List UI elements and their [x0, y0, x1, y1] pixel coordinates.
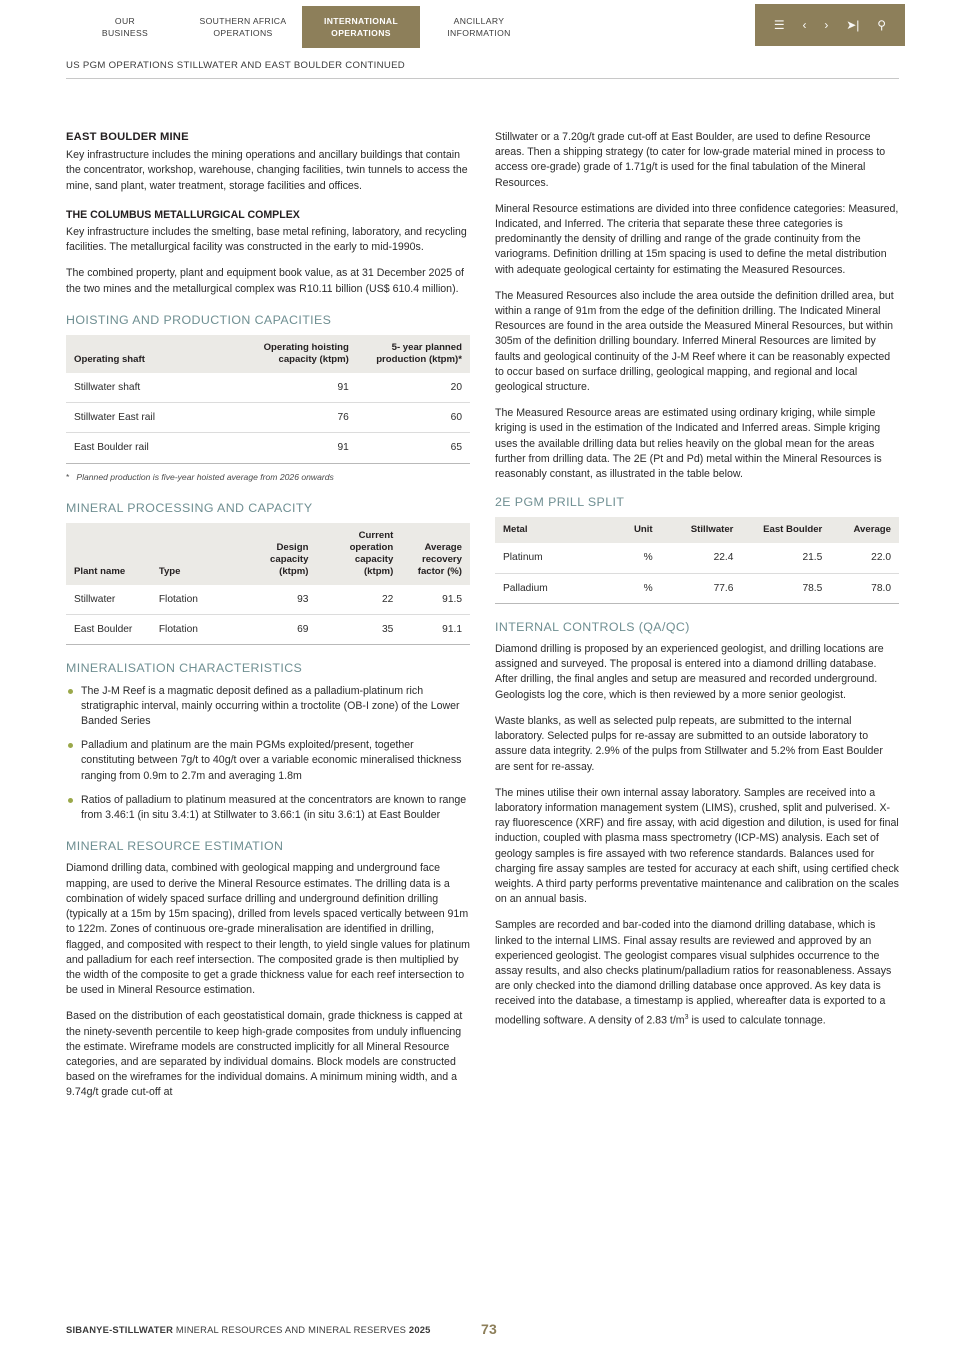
table-row	[66, 373, 470, 403]
column-header-current-operation-capacity: Current operation capacity (ktpm)	[316, 523, 401, 585]
right-paragraph-2: Mineral Resource estimations are divided into three confidence categories: Measured, Indicated, and Inferred. The criteria that separate these three categories is predominantly the density of drilling and range of the grade continuity from the variograms. Definition drilling at 15m spacing is used to define the metal distribution with adequate geological certainty for estimating the Measured Resources.	[495, 202, 899, 276]
list-item: The J-M Reef is a magmatic deposit defined as a palladium-platinum rich stratigraphic interval, mainly occurring within a troctolite (OB-I zone) of the Lower Banded Series	[66, 684, 470, 730]
cell-type: Flotation	[151, 615, 236, 645]
cell-design-capacity: 93	[236, 585, 317, 615]
cell-current-capacity: 35	[316, 615, 401, 645]
footnote-marker: *	[66, 471, 70, 482]
column-header-design-capacity: Design capacity (ktpm)	[236, 523, 317, 585]
cell-plant-name: Stillwater	[66, 585, 151, 615]
cell-planned-production: 20	[357, 373, 470, 403]
cell-unit: %	[600, 543, 661, 573]
list-item: Ratios of palladium to platinum measured at the concentrators are known to range from 3.46:1 (in situ 3.4:1) at Stillwater to 3.66:1 (in situ 3.6:1) at East Boulder	[66, 793, 470, 823]
nav-tab-line2: OPERATIONS	[213, 28, 273, 38]
qaqc-paragraph-1: Diamond drilling is proposed by an experienced geologist, and drilling locations are assigned and surveyed. The proposal is entered into a diamond drilling database. After drilling, the final angles and setup are measured and recorded underground. Geologists log the core, which is then reviewed by a more senior geologist.	[495, 643, 884, 701]
nav-tab-international-operations[interactable]	[302, 6, 420, 48]
hoisting-capacities-table	[66, 335, 470, 464]
footer-brand: SIBANYE-STILLWATER	[66, 1324, 174, 1335]
column-header-type: Type	[151, 523, 236, 585]
header-divider	[66, 78, 899, 79]
nav-tab-line1: ANCILLARY	[453, 16, 505, 26]
column-header-stillwater: Stillwater	[661, 517, 742, 543]
mineral-resource-estimation-title: MINERAL RESOURCE ESTIMATION	[66, 839, 284, 854]
columbus-complex-heading: THE COLUMBUS METALLURGICAL COMPLEX	[66, 208, 300, 221]
qaqc-paragraph-2: Waste blanks, as well as selected pulp repeats, are submitted to the internal laboratory. Selected pulps for re-assay are submitted to an outside laboratory to assure data integrity. 2.9% of the pulps from Stillwater and 5.2% from East Boulder are sent for re-assay.	[495, 714, 883, 773]
table-row	[495, 573, 899, 603]
column-header-operating-hoisting-capacity: Operating hoisting capacity (ktpm)	[244, 335, 357, 373]
table-header-row	[495, 517, 899, 543]
nav-tab-line1: SOUTHERN AFRICA	[199, 16, 287, 26]
exit-icon[interactable]: ➤|	[846, 18, 860, 32]
qaqc-paragraph-4-tail: is used to calculate tonnage.	[688, 1014, 826, 1027]
table-row	[66, 433, 470, 463]
column-header-plant-name: Plant name	[66, 523, 151, 585]
nav-tab-line2: OPERATIONS	[331, 28, 391, 38]
right-column	[495, 130, 899, 1039]
table-header-row	[66, 523, 470, 585]
search-icon[interactable]: ⚲	[877, 18, 887, 32]
hoisting-capacities-title: HOISTING AND PRODUCTION CAPACITIES	[66, 312, 332, 327]
book-value-body: The combined property, plant and equipment book value, as at 31 December 2025 of the two mines and the metallurgical complex was R10.11 billion (US$ 610.4 million).	[66, 267, 464, 295]
cell-stillwater: 77.6	[661, 573, 742, 603]
cell-current-capacity: 22	[316, 585, 401, 615]
column-header-unit: Unit	[600, 517, 661, 543]
cell-unit: %	[600, 573, 661, 603]
cell-plant-name: East Boulder	[66, 615, 151, 645]
column-header-east-boulder: East Boulder	[741, 517, 830, 543]
hoisting-table-footnote	[66, 470, 470, 485]
east-boulder-mine-body: Key infrastructure includes the mining operations and ancillary buildings that contain the concentrator, workshop, warehouse, changing facilities, twin tunnels to access the mine, sand plant, water treatment, storage facilities and offices.	[66, 149, 468, 192]
columbus-complex-body: Key infrastructure includes the smelting, base metal refining, laboratory, and recycling facilities. The metallurgical facility was constructed in the early to mid-1990s.	[66, 226, 467, 254]
cell-shaft-name: Stillwater East rail	[66, 403, 244, 433]
column-header-metal: Metal	[495, 517, 600, 543]
cell-stillwater: 22.4	[661, 543, 742, 573]
prill-split-title: 2E PGM PRILL SPLIT	[495, 495, 625, 510]
cell-metal: Platinum	[495, 543, 600, 573]
list-item: Palladium and platinum are the main PGMs exploited/present, together constituting between 7g/t to 40g/t over a variable economic mineralised thickness ranging from 0.9m to 2.7m and averaging 1.8m	[66, 738, 470, 784]
cell-hoisting-capacity: 76	[244, 403, 357, 433]
column-header-planned-production: 5- year planned production (ktpm)*	[357, 335, 470, 373]
right-paragraph-3: The Measured Resources also include the area outside the definition drilled area, but within a range of 91m from the edge of the definition drilling. The Indicated Mineral Resources are found in the area outside the Measured Mineral Resources, but within 305m of the definition drilling boundary. Inferred Mineral Resources are limited by faults and geological continuity of the J-M Reef where it can be reasonably expected to occur based on surface drilling, geological mapping, and regional and local geological structure.	[495, 289, 894, 394]
table-header-row	[66, 335, 470, 373]
mineral-processing-table	[66, 523, 470, 645]
page-footer	[66, 1321, 899, 1337]
top-navigation	[0, 0, 965, 71]
cell-design-capacity: 69	[236, 615, 317, 645]
table-row	[495, 543, 899, 573]
east-boulder-mine-heading: EAST BOULDER MINE	[66, 131, 189, 143]
mineralisation-bullet-list	[66, 684, 470, 824]
cell-east-boulder: 21.5	[741, 543, 830, 573]
cell-shaft-name: East Boulder rail	[66, 433, 244, 463]
nav-toolbar	[755, 4, 905, 46]
qaqc-paragraph-4	[495, 918, 899, 1028]
qaqc-paragraph-4-text: Samples are recorded and bar-coded into the diamond drilling database, which is linked to the internal LIMS. Final assay results are reviewed and approved by an experienced geologist. The geologist compares visual sulphides occurrence to the assay results, and also checks platinum/palladium ratios for reasonableness. Assays are only checked into the diamond drilling database once approved. As key data is received into the database, a timestamp is applied, whereafter data is exported to a modelling software. A density of 2.83 t/m	[495, 919, 892, 1027]
table-row	[66, 615, 470, 645]
right-paragraph-1: Stillwater or a 7.20g/t grade cut-off at East Boulder, are used to define Resource areas. Then a shipping strategy (to cater for low-grade material mined in process to access ore-grade) grade of 1.71g/t is used for the final tabulation of the Mineral Resources.	[495, 131, 886, 189]
footer-title: MINERAL RESOURCES AND MINERAL RESERVES	[173, 1324, 409, 1335]
mineralisation-characteristics-title: MINERALISATION CHARACTERISTICS	[66, 661, 303, 676]
cell-planned-production: 60	[357, 403, 470, 433]
internal-controls-title: INTERNAL CONTROLS (QA/QC)	[495, 619, 690, 634]
nav-tab-line2: INFORMATION	[447, 28, 511, 38]
column-header-average: Average	[830, 517, 899, 543]
footnote-text: Planned production is five-year hoisted average from 2026 onwards	[76, 471, 334, 482]
menu-icon[interactable]: ☰	[773, 18, 785, 32]
nav-tab-list	[66, 6, 538, 48]
density-superscript: 3	[684, 1013, 689, 1021]
nav-tab-line1: OUR	[114, 16, 136, 26]
estimation-paragraph-1: Diamond drilling data, combined with geological mapping and underground face mapping, are used to derive the Mineral Resource estimates. The drilling data is a combination of widely spaced surface drilling and underground definition drilling (typically at a 15m by 15m spacing), drilled from levels spaced vertically between 91m to 122m. Zones of continuous ore-grade mineralisation are identified in drilling, flagged, and composited with respect to their length, to yield single values for platinum and palladium for each reef intersection. The composited grade is then multiplied by the width of the composite to get a grade thickness value for each reef intersection to be used in Mineral Resource estimation.	[66, 862, 470, 997]
running-header: US PGM OPERATIONS STILLWATER AND EAST BOULDER CONTINUED	[66, 60, 406, 71]
cell-east-boulder: 78.5	[741, 573, 830, 603]
right-paragraph-4: The Measured Resource areas are estimated using ordinary kriging, while simple kriging is used in the estimation of the Indicated and Inferred areas. Simple kriging uses the available drilling data but relies heavily on the global mean for the areas further from drilling data. The 2E (Pt and Pd) metal within the Mineral Resources is reasonably constant, as illustrated in the table below.	[495, 407, 882, 481]
footer-year: 2025	[408, 1324, 431, 1335]
table-row	[66, 585, 470, 615]
cell-average: 78.0	[830, 573, 899, 603]
cell-recovery-factor: 91.1	[401, 615, 470, 645]
cell-metal: Palladium	[495, 573, 600, 603]
nav-tab-line2: BUSINESS	[101, 28, 149, 38]
next-page-icon[interactable]: ›	[824, 18, 829, 32]
cell-average: 22.0	[830, 543, 899, 573]
nav-tab-ancillary-information[interactable]	[420, 6, 538, 48]
nav-tab-our-business[interactable]	[66, 6, 184, 48]
page-number: 73	[481, 1321, 497, 1337]
cell-type: Flotation	[151, 585, 236, 615]
cell-planned-production: 65	[357, 433, 470, 463]
table-row	[66, 403, 470, 433]
column-header-operating-shaft: Operating shaft	[66, 335, 244, 373]
cell-hoisting-capacity: 91	[244, 433, 357, 463]
column-header-average-recovery-factor: Average recovery factor (%)	[401, 523, 470, 585]
left-column	[66, 130, 470, 1112]
nav-tab-line1: INTERNATIONAL	[323, 16, 399, 26]
cell-recovery-factor: 91.5	[401, 585, 470, 615]
qaqc-paragraph-3: The mines utilise their own internal assay laboratory. Samples are received into a laboratory information management system (LIMS), crushed, split and pulverised. X-ray fluorescence (XRF) and fire assay, with acid digestion and dilution, is used for final induction, coupled with plasma mass spectrometry (ICP-MS) analysis. Each set of geology samples is fire assayed with two reference standards. Balances used for charging fire assay samples are tested for accuracy at each shift, using certified check weights. A third party performs preventative maintenance and calibration on the scales on an annual basis.	[495, 786, 899, 906]
prill-split-table	[495, 517, 899, 603]
previous-page-icon[interactable]: ‹	[802, 18, 807, 32]
nav-tab-southern-africa-operations[interactable]	[184, 6, 302, 48]
cell-hoisting-capacity: 91	[244, 373, 357, 403]
estimation-paragraph-2: Based on the distribution of each geostatistical domain, grade thickness is capped at the ninety-seventh percentile to keep high-grade composites from unduly influencing the estimate. Wireframe models are constructed implicitly for all Mineral Resource categories, and are separated by individual domains. Block models are constructed based on the wireframes for the individual domains. A minimum mining width, and a 9.74g/t grade cut-off at	[66, 1010, 463, 1099]
mineral-processing-title: MINERAL PROCESSING AND CAPACITY	[66, 500, 313, 515]
cell-shaft-name: Stillwater shaft	[66, 373, 244, 403]
